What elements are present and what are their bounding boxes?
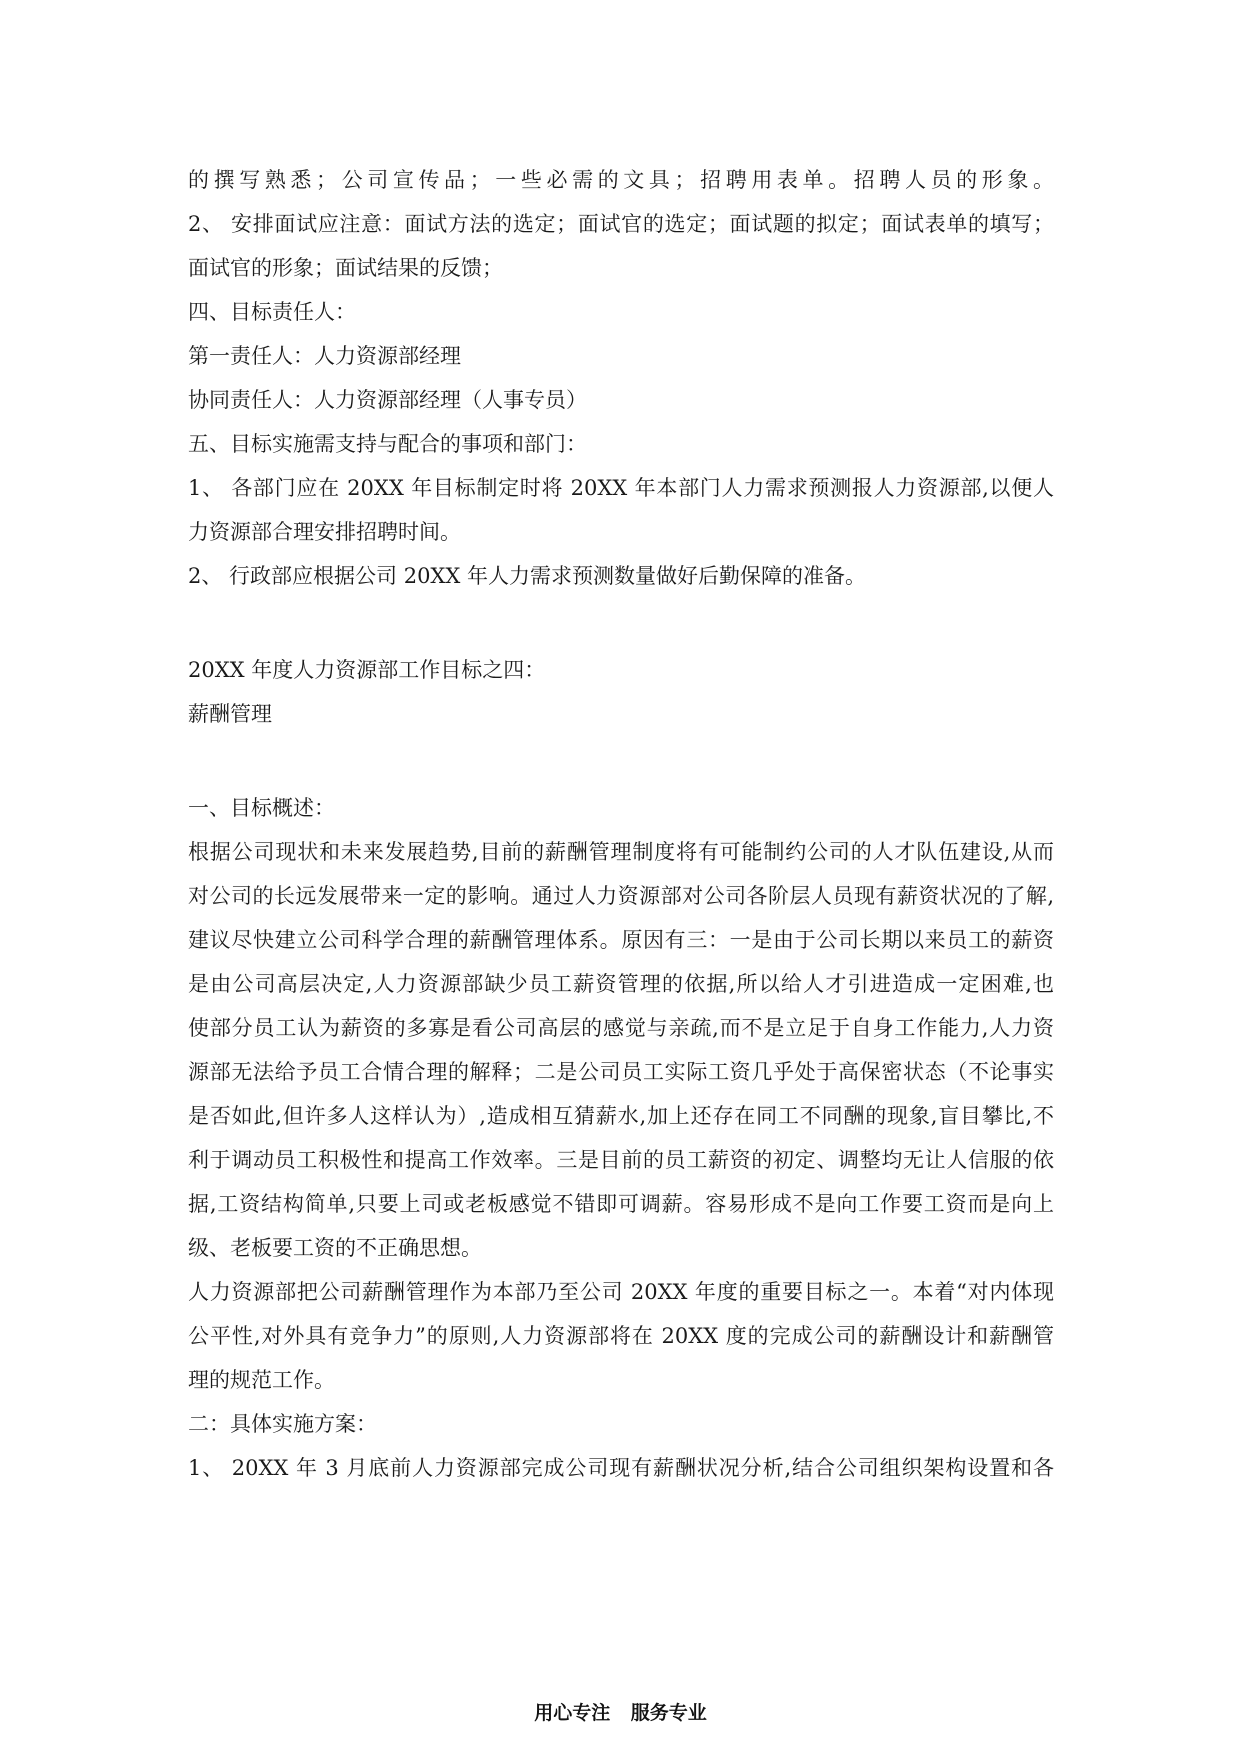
text-line: 1、 20XX 年 3 月底前人力资源部完成公司现有薪酬状况分析,结合公司组织架构设置和各 (188, 1456, 1054, 1480)
text-line: 协同责任人：人力资源部经理（人事专员） (188, 388, 587, 412)
text-line: 利于调动员工积极性和提高工作效率。三是目前的员工薪资的初定、调整均无让人信服的依 (188, 1148, 1054, 1172)
text-line: 使部分员工认为薪资的多寡是看公司高层的感觉与亲疏,而不是立足于自身工作能力,人力资 (188, 1016, 1054, 1040)
section-title: 二：具体实施方案： (188, 1412, 377, 1436)
section-title: 一、目标概述： (188, 796, 335, 820)
page-footer: 用心专注 服务专业 (534, 1702, 707, 1724)
spacer (188, 598, 1054, 648)
section-heading: 20XX 年度人力资源部工作目标之四： (188, 658, 546, 682)
text-line: 建议尽快建立公司科学合理的薪酬管理体系。原因有三：一是由于公司长期以来员工的薪资 (188, 928, 1054, 952)
text-line: 人力资源部把公司薪酬管理作为本部乃至公司 20XX 年度的重要目标之一。本着“对内体现 (188, 1280, 1054, 1304)
text-line: 2、 行政部应根据公司 20XX 年人力需求预测数量做好后勤保障的准备。 (188, 564, 867, 588)
text-line: 级、老板要工资的不正确思想。 (188, 1236, 482, 1260)
text-line: 的撰写熟悉；公司宣传品；一些必需的文具；招聘用表单。招聘人员的形象。 (188, 168, 1054, 192)
text-line: 是否如此,但许多人这样认为）,造成相互猜薪水,加上还存在同工不同酬的现象,盲目攀比,不 (188, 1104, 1054, 1128)
spacer (188, 736, 1054, 786)
text-line: 2、 安排面试应注意：面试方法的选定；面试官的选定；面试题的拟定；面试表单的填写； (188, 212, 1054, 236)
text-line: 源部无法给予员工合情合理的解释；二是公司员工实际工资几乎处于高保密状态（不论事实 (188, 1060, 1054, 1084)
text-line: 对公司的长远发展带来一定的影响。通过人力资源部对公司各阶层人员现有薪资状况的了解, (188, 884, 1054, 908)
text-line: 公平性,对外具有竞争力”的原则,人力资源部将在 20XX 度的完成公司的薪酬设计和薪酬管 (188, 1324, 1054, 1348)
section-subheading: 薪酬管理 (188, 702, 272, 726)
section-title: 四、目标责任人： (188, 300, 356, 324)
text-line: 据,工资结构简单,只要上司或老板感觉不错即可调薪。容易形成不是向工作要工资而是向上 (188, 1192, 1054, 1216)
text-line: 理的规范工作。 (188, 1368, 335, 1392)
text-line: 面试官的形象；面试结果的反馈； (188, 256, 503, 280)
text-line: 力资源部合理安排招聘时间。 (188, 520, 461, 544)
text-line: 第一责任人：人力资源部经理 (188, 344, 461, 368)
text-line: 1、 各部门应在 20XX 年目标制定时将 20XX 年本部门人力需求预测报人力资源部,以便人 (188, 476, 1054, 500)
text-line: 是由公司高层决定,人力资源部缺少员工薪资管理的依据,所以给人才引进造成一定困难,也 (188, 972, 1054, 996)
text-line: 根据公司现状和未来发展趋势,目前的薪酬管理制度将有可能制约公司的人才队伍建设,从而 (188, 840, 1054, 864)
document-page (188, 158, 1054, 1490)
section-title: 五、目标实施需支持与配合的事项和部门： (188, 432, 587, 456)
